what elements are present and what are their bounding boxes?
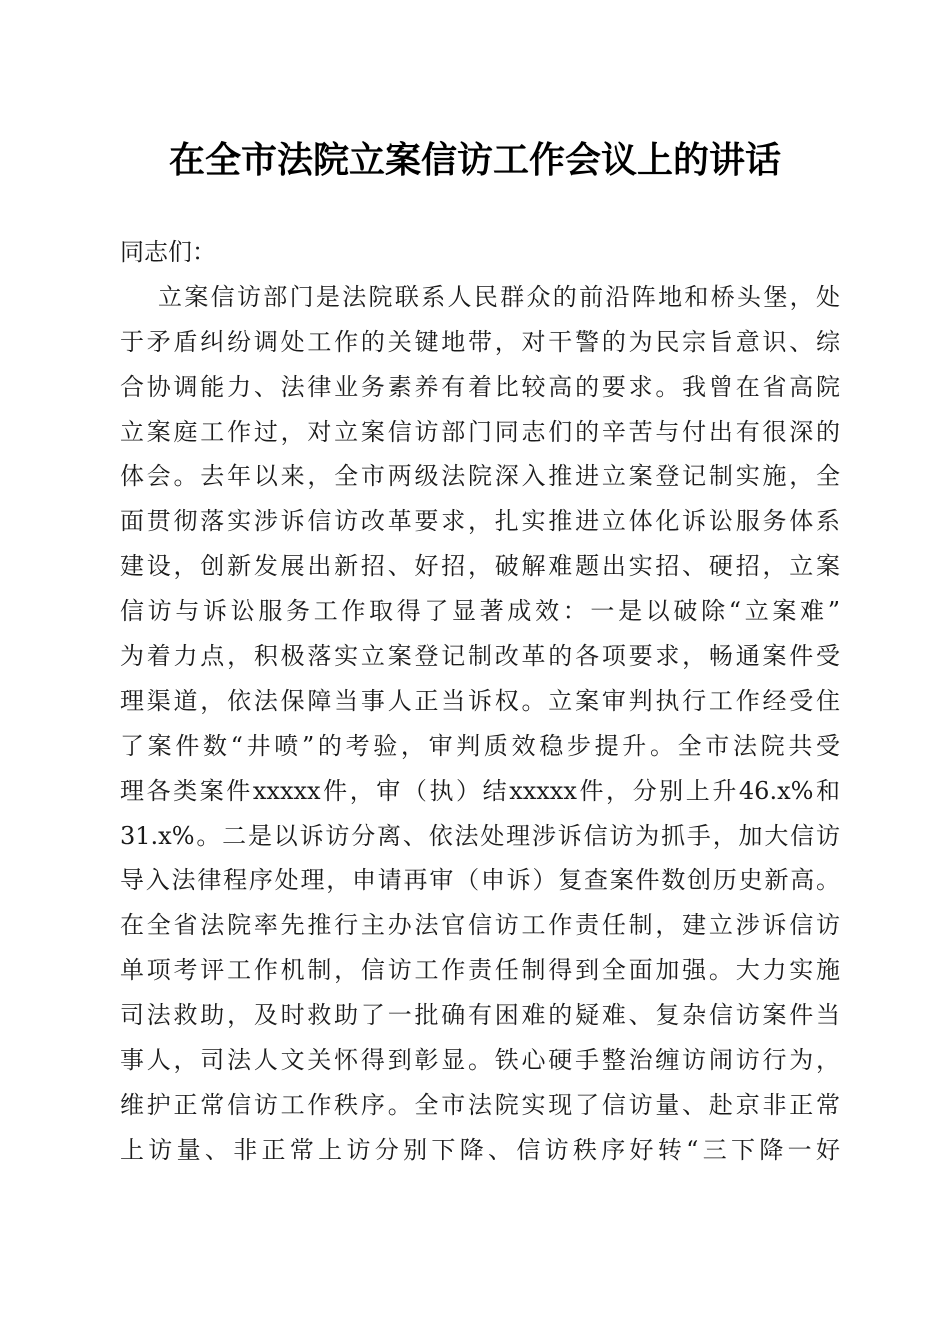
document-title: 在全市法院立案信访工作会议上的讲话 bbox=[168, 139, 781, 181]
body-line: 事人，司法人文关怀得到彰显。铁心硬手整治缠访闹访行为， bbox=[120, 1046, 840, 1075]
body-line: 在全省法院率先推行主办法官信访工作责任制，建立涉诉信访 bbox=[120, 911, 840, 940]
body-line: 维护正常信访工作秩序。全市法院实现了信访量、赴京非正常 bbox=[120, 1090, 840, 1119]
body-line: 为着力点，积极落实立案登记制改革的各项要求，畅通案件受 bbox=[120, 642, 840, 671]
document-body bbox=[120, 230, 840, 1173]
body-line: 建设，创新发展出新招、好招，破解难题出实招、硬招，立案 bbox=[120, 552, 840, 581]
body-line: 单项考评工作机制，信访工作责任制得到全面加强。大力实施 bbox=[120, 956, 840, 985]
body-line: 于矛盾纠纷调处工作的关键地带，对干警的为民宗旨意识、综 bbox=[120, 327, 840, 356]
body-line: 导入法律程序处理，申请再审（申诉）复查案件数创历史新高。 bbox=[120, 866, 840, 895]
body-line: 31.x%。二是以诉访分离、依法处理涉诉信访为抓手，加大信访 bbox=[120, 821, 840, 850]
body-line: 理各类案件xxxxx件，审（执）结xxxxx件，分别上升46.x%和 bbox=[120, 776, 840, 805]
body-line: 上访量、非正常上访分别下降、信访秩序好转“三下降一好 bbox=[120, 1135, 840, 1164]
body-line: 信访与诉讼服务工作取得了显著成效：一是以破除“立案难” bbox=[120, 597, 840, 626]
body-line: 立案信访部门是法院联系人民群众的前沿阵地和桥头堡，处 bbox=[158, 282, 840, 311]
body-line: 合协调能力、法律业务素养有着比较高的要求。我曾在省高院 bbox=[120, 372, 840, 401]
body-line: 司法救助，及时救助了一批确有困难的疑难、复杂信访案件当 bbox=[120, 1001, 840, 1030]
body-line: 面贯彻落实涉诉信访改革要求，扎实推进立体化诉讼服务体系 bbox=[120, 507, 840, 536]
salutation: 同志们： bbox=[120, 238, 216, 266]
body-line: 了案件数“井喷”的考验，审判质效稳步提升。全市法院共受 bbox=[120, 731, 840, 760]
body-line: 理渠道，依法保障当事人正当诉权。立案审判执行工作经受住 bbox=[120, 686, 840, 715]
body-line: 立案庭工作过，对立案信访部门同志们的辛苦与付出有很深的 bbox=[120, 417, 840, 446]
body-line: 体会。去年以来，全市两级法院深入推进立案登记制实施，全 bbox=[120, 462, 840, 491]
